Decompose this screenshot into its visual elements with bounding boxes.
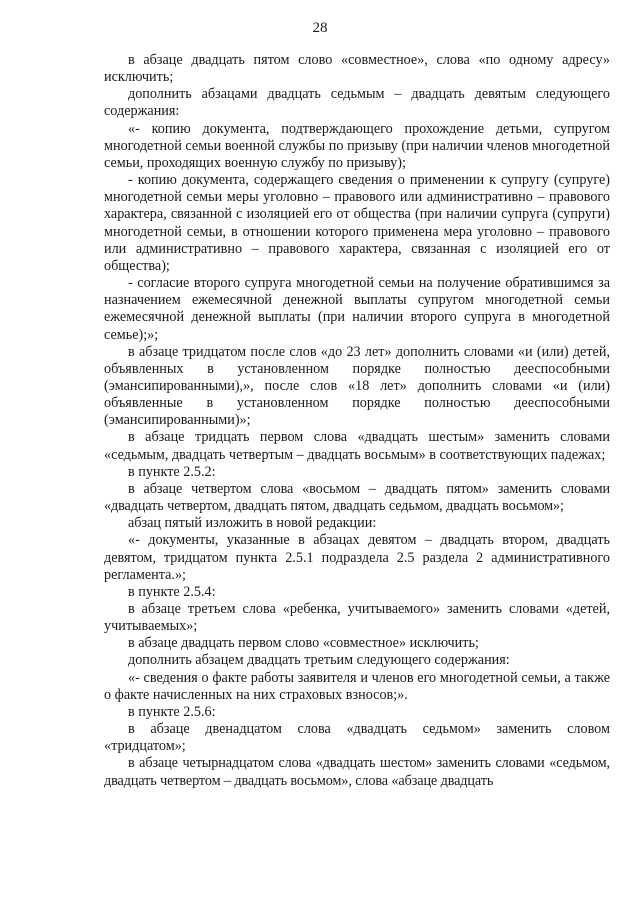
paragraph: в абзаце тридцать первом слова «двадцать шестым» заменить словами «седьмым, двадцать четвертым – двадцать восьмым» в соответствующих падежах; bbox=[104, 429, 610, 463]
paragraph: в абзаце двенадцатом слова «двадцать седьмом» заменить словом «тридцатом»; bbox=[104, 721, 610, 755]
paragraph: в пункте 2.5.4: bbox=[128, 583, 216, 600]
paragraph: в абзаце третьем слова «ребенка, учитываемого» заменить словами «детей, учитываемых»; bbox=[104, 601, 610, 635]
paragraph: в абзаце четвертом слова «восьмом – двадцать пятом» заменить словами «двадцать четвертом, двадцать пятом, двадцать седьмом, двадцать восьмом»; bbox=[104, 480, 610, 515]
paragraph: в абзаце двадцать первом слово «совместное» исключить; bbox=[128, 635, 479, 652]
paragraph: в абзаце тридцатом после слов «до 23 лет» дополнить словами «и (или) детей, объявленных в установленном порядке полностью дееспособными (эмансипированными),», после слов «18 лет» дополнить словами «и (или) объявленные в установленном порядке полностью дееспособными (эмансипированными)»; bbox=[104, 343, 610, 429]
paragraph: в абзаце двадцать пятом слово «совместное», слова «по одному адресу» исключить; bbox=[104, 52, 610, 86]
paragraph: «- документы, указанные в абзацах девятом – двадцать втором, двадцать девятом, тридцатом пункта 2.5.1 подраздела 2.5 раздела 2 административного регламента.»; bbox=[104, 532, 610, 583]
paragraph: «- сведения о факте работы заявителя и членов его многодетной семьи, а также о факте начисленных на них страховых взносов;». bbox=[104, 669, 610, 703]
paragraph: в пункте 2.5.2: bbox=[128, 463, 216, 480]
page-number: 28 bbox=[312, 20, 328, 36]
paragraph: абзац пятый изложить в новой редакции: bbox=[128, 515, 377, 532]
paragraph: - согласие второго супруга многодетной семьи на получение обратившимся за назначением ежемесячной денежной выплаты супругом многодетной семьи ежемесячной денежной выплаты (при наличии второго супруга в многодетной семье);»; bbox=[104, 275, 610, 343]
paragraph: «- копию документа, подтверждающего прохождение детьми, супругом многодетной семьи военной службы по призыву (при наличии членов многодетной семьи, проходящих военную службу по призыву); bbox=[104, 120, 610, 171]
document-body bbox=[104, 52, 610, 790]
paragraph: в пункте 2.5.6: bbox=[128, 703, 216, 720]
paragraph: в абзаце четырнадцатом слова «двадцать шестом» заменить словами «седьмом, двадцать четвертом – двадцать восьмом», слова «абзаце двадцать bbox=[104, 755, 610, 789]
paragraph: - копию документа, содержащего сведения о применении к супругу (супруге) многодетной семьи меры уголовно – правового или административно – правового характера, связанной с изоляцией его от общества (при наличии супруга (супруги) многодетной семьи, в отношении которого применена мера уголовно – правового или административно – правового характера, связанная с изоляцией его от общества); bbox=[104, 172, 610, 274]
paragraph: дополнить абзацами двадцать седьмым – двадцать девятым следующего содержания: bbox=[104, 86, 610, 120]
paragraph: дополнить абзацем двадцать третьим следующего содержания: bbox=[128, 652, 510, 669]
